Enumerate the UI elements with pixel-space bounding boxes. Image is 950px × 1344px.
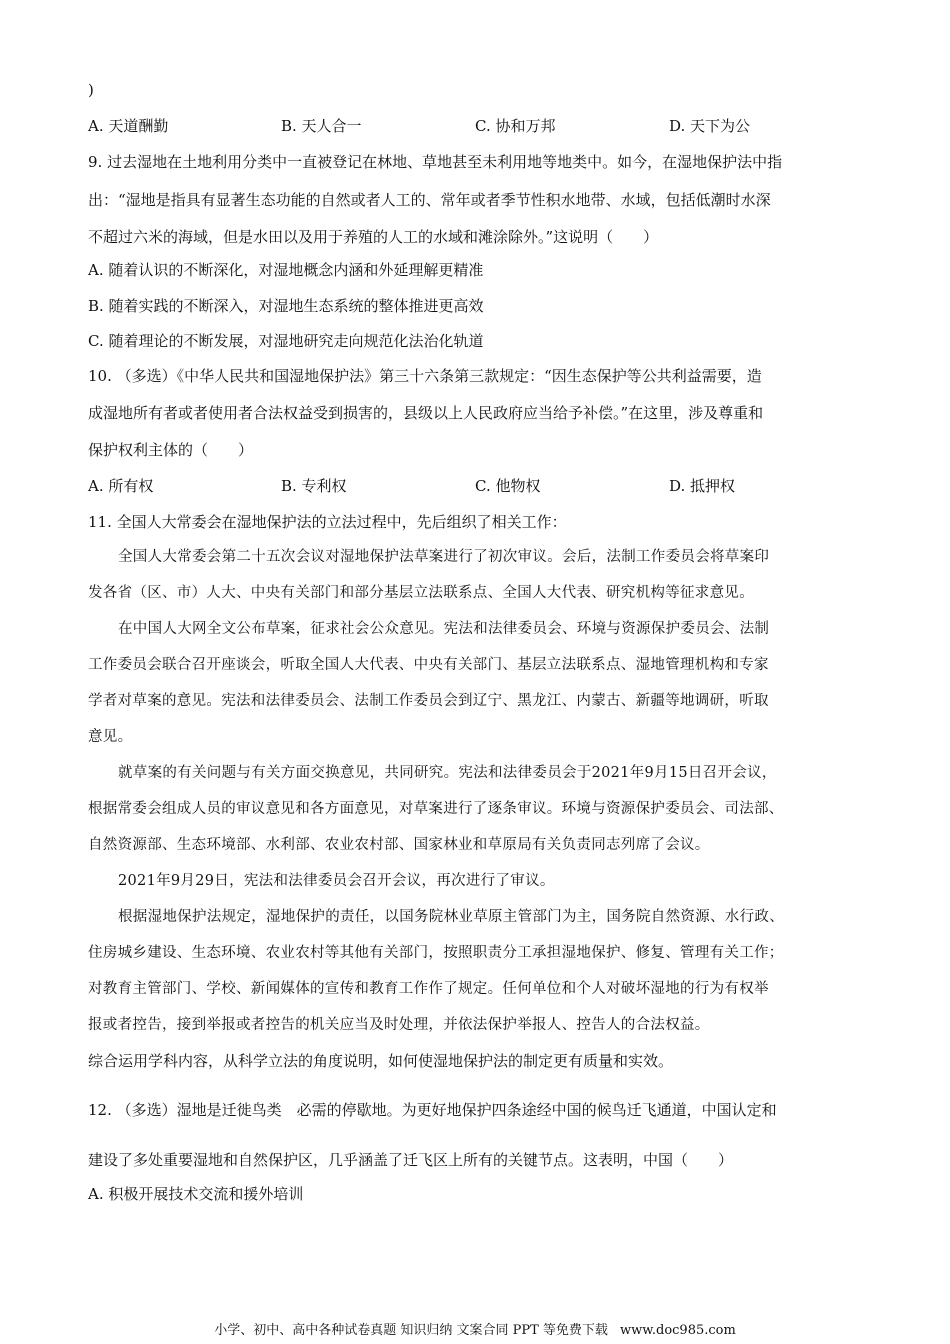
q8-option-c: C. 协和万邦 — [475, 117, 556, 135]
q9-option-b: B. 随着实践的不断深入，对湿地生态系统的整体推进更高效 — [88, 297, 484, 315]
q10-option-a: A. 所有权 — [88, 477, 154, 495]
q10-line-2: 成湿地所有者或者使用者合法权益受到损害的，县级以上人民政府应当给予补偿。”在这里，涉及尊重和 — [88, 404, 764, 422]
q8-option-a: A. 天道酬勤 — [88, 117, 169, 135]
q11-material-line-13: 对教育主管部门、学校、新闻媒体的宣传和教育工作作了规定。任何单位和个人对破坏湿地的行为有权举 — [88, 981, 769, 997]
footer-site-link[interactable]: www.doc985.com — [620, 1323, 736, 1338]
q9-option-a: A. 随着认识的不断深化，对湿地概念内涵和外延理解更精准 — [88, 261, 484, 279]
q11-material-line-3: 在中国人大网全文公布草案，征求社会公众意见。宪法和法律委员会、环境与资源保护委员会、法制 — [118, 621, 770, 637]
q11-material-line-4: 工作委员会联合召开座谈会，听取全国人大代表、中央有关部门、基层立法联系点、湿地管理机构和专家 — [88, 657, 769, 673]
q11-material-line-1: 全国人大常委会第二十五次会议对湿地保护法草案进行了初次审议。会后，法制工作委员会将草案印 — [118, 549, 770, 565]
q12-option-a: A. 积极开展技术交流和援外培训 — [88, 1185, 304, 1203]
q9-line-2: 出：“湿地是指具有显著生态功能的自然或者人工的、常年或者季节性积水地带、水域，包括低潮时水深 — [88, 191, 771, 209]
q11-intro: 11. 全国人大常委会在湿地保护法的立法过程中，先后组织了相关工作： — [88, 513, 567, 531]
question-8-paren: ) — [88, 81, 94, 99]
q11-material-line-5: 学者对草案的意见。宪法和法律委员会、法制工作委员会到辽宁、黑龙江、内蒙古、新疆等地调研，听取 — [88, 693, 769, 709]
q10-option-d: D. 抵押权 — [669, 477, 736, 495]
q9-line-1: 9. 过去湿地在土地利用分类中一直被登记在林地、草地甚至未利用地等地类中。如今，在湿地保护法中指 — [88, 153, 783, 171]
q10-line-3: 保护权利主体的（ ） — [88, 441, 254, 459]
q8-option-b: B. 天人合一 — [281, 117, 362, 135]
q12-line-2: 建设了多处重要湿地和自然保护区，几乎涵盖了迁飞区上所有的关键节点。这表明，中国（ ） — [88, 1151, 734, 1169]
q11-material-line-6: 意见。 — [88, 729, 133, 745]
q10-option-b: B. 专利权 — [281, 477, 347, 495]
footer-text: 小学、初中、高中各种试卷真题 知识归纳 文案合同 PPT 等免费下载 — [214, 1323, 608, 1338]
page-footer — [0, 1322, 950, 1340]
q11-material-line-12: 住房城乡建设、生态环境、农业农村等其他有关部门，按照职责分工承担湿地保护、修复、管理有关工作； — [88, 945, 784, 961]
q9-line-3: 不超过六米的海域，但是水田以及用于养殖的人工的水域和滩涂除外。”这说明（ ） — [88, 228, 659, 246]
q10-line-1: 10. （多选）《中华人民共和国湿地保护法》第三十六条第三款规定：“因生态保护等公共利益需要，造 — [88, 367, 762, 385]
q11-question: 综合运用学科内容，从科学立法的角度说明，如何使湿地保护法的制定更有质量和实效。 — [88, 1052, 674, 1070]
q11-material-line-10: 2021年9月29日，宪法和法律委员会召开会议，再次进行了审议。 — [118, 873, 555, 889]
q11-material-line-7: 就草案的有关问题与有关方面交换意见，共同研究。宪法和法律委员会于2021年9月15日召开会议， — [118, 765, 777, 781]
q11-material-line-9: 自然资源部、生态环境部、水利部、农业农村部、国家林业和草原局有关负责同志列席了会议。 — [88, 837, 710, 853]
q11-material-line-11: 根据湿地保护法规定，湿地保护的责任，以国务院林业草原主管部门为主，国务院自然资源、水行政、 — [118, 909, 784, 925]
q11-material-line-14: 报或者控告，接到举报或者控告的机关应当及时处理，并依法保护举报人、控告人的合法权益。 — [88, 1017, 710, 1033]
q11-material-line-2: 发各省（区、市）人大、中央有关部门和部分基层立法联系点、全国人大代表、研究机构等征求意见。 — [88, 585, 754, 601]
q9-option-c: C. 随着理论的不断发展，对湿地研究走向规范化法治化轨道 — [88, 332, 484, 350]
q10-option-c: C. 他物权 — [475, 477, 541, 495]
q8-option-d: D. 天下为公 — [669, 117, 751, 135]
q11-material-line-8: 根据常委会组成人员的审议意见和各方面意见，对草案进行了逐条审议。环境与资源保护委员会、司法部、 — [88, 801, 784, 817]
q12-line-1: 12. （多选）湿地是迁徙鸟类 必需的停歇地。为更好地保护四条途经中国的候鸟迁飞通道，中国认定和 — [88, 1101, 777, 1119]
